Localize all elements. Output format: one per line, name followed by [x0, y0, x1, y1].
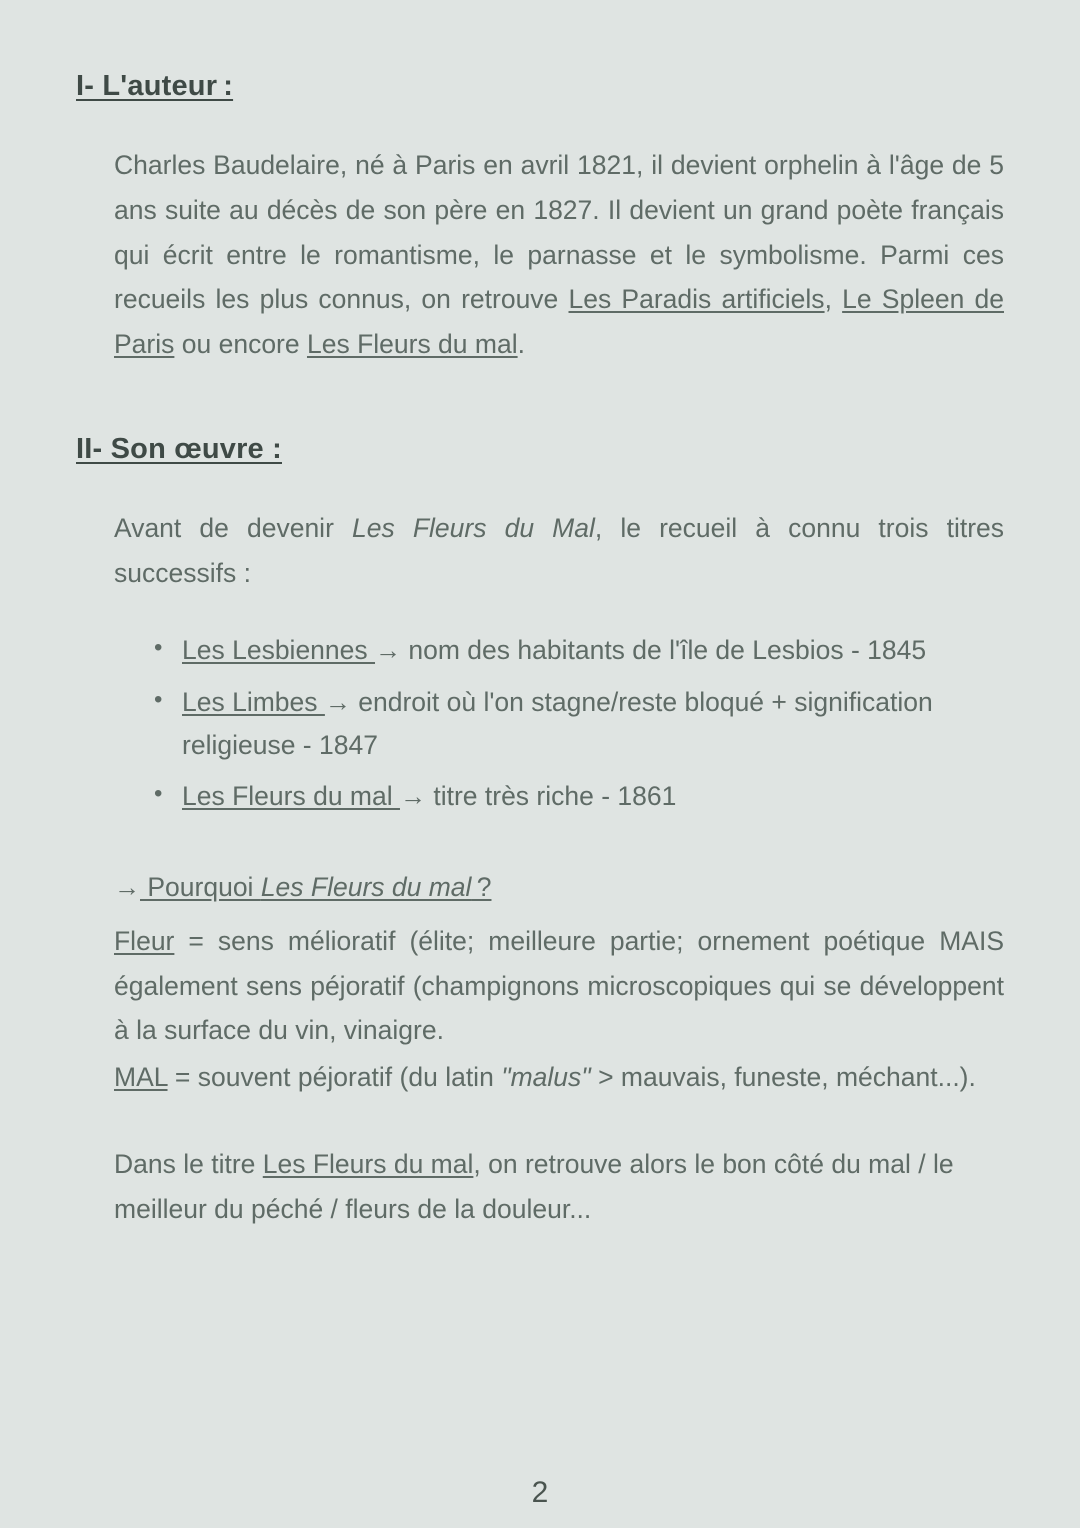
paragraph-auteur — [76, 143, 1004, 367]
work-title-fleurs-du-mal-italic: Les Fleurs du Mal — [352, 512, 595, 543]
pourquoi-work-title: Les Fleurs du mal — [260, 872, 472, 903]
mal-text-1: = souvent péjoratif (du latin — [167, 1062, 502, 1093]
keyword-mal: MAL — [114, 1062, 168, 1093]
title-fleurs-du-mal: Les Fleurs du mal — [182, 781, 400, 812]
title-limbes-gloss: endroit où l'on stagne/reste bloqué + signification religieuse - 1847 — [182, 686, 933, 760]
fleur-emphasis-mais: MAIS — [939, 925, 1004, 956]
paragraph-conclusion — [76, 1142, 1004, 1232]
arrow-icon: → — [114, 872, 140, 903]
pourquoi-text-before: Pourquoi — [140, 872, 261, 903]
work-title-fleurs-du-mal: Les Fleurs du mal — [306, 329, 518, 360]
fleur-text-2: également sens péjoratif (champignons microscopiques qui se développent à la surface du vin, vinaigre. — [114, 970, 1004, 1046]
auteur-text-2: , — [824, 284, 843, 315]
title-limbes: Les Limbes — [182, 686, 325, 717]
mal-text-2: > mauvais, funeste, méchant...). — [590, 1062, 976, 1093]
title-lesbiennes-gloss: nom des habitants de l'île de Lesbios - 1845 — [401, 635, 927, 666]
spacer — [76, 367, 1004, 433]
pourquoi-text-after: ? — [471, 872, 492, 903]
work-title-paradis-artificiels: Les Paradis artificiels — [568, 284, 825, 315]
paragraph-fleur — [76, 919, 1004, 1053]
arrow-icon: → — [399, 781, 426, 812]
paragraph-oeuvre-intro — [76, 506, 1004, 596]
section-heading-auteur: I- L'auteur : — [76, 70, 234, 102]
title-fleurs-du-mal-gloss: titre très riche - 1861 — [425, 781, 677, 812]
latin-word-malus: "malus" — [501, 1062, 591, 1093]
section-heading-oeuvre: II- Son œuvre : — [76, 432, 282, 465]
conclusion-text-2: , on retrouve alors le bon côté du mal / le meilleur du péché / fleurs de la douleur... — [114, 1148, 954, 1224]
auteur-text-3: ou encore — [174, 329, 307, 360]
oeuvre-intro-text-1: Avant de devenir — [114, 512, 353, 543]
auteur-text-1: Charles Baudelaire, né à Paris en avril 1821, il devient orphelin à l'âge de 5 ans suite au décès de son père en 1827. Il devient un grand poète français qui écrit entre le romantisme, le parnasse et le symbolisme. Parmi ces recueils les plus connus, on retrouve — [114, 150, 1004, 315]
keyword-fleur: Fleur — [114, 925, 175, 956]
work-title-spleen-de-paris: Le Spleen de Paris — [114, 284, 1004, 360]
list-item — [182, 681, 1004, 767]
list-item — [182, 629, 1004, 672]
successive-titles-list — [76, 629, 1004, 818]
arrow-icon: → — [324, 686, 351, 717]
question-pourquoi — [76, 866, 1004, 909]
fleur-text-1: = sens mélioratif (élite; meilleure partie; ornement poétique — [174, 925, 940, 956]
list-item — [182, 775, 1004, 818]
conclusion-text-1: Dans le titre — [114, 1148, 263, 1179]
arrow-icon: → — [375, 635, 402, 666]
auteur-text-4: . — [517, 329, 525, 360]
conclusion-work-title: Les Fleurs du mal — [262, 1148, 474, 1179]
page-number: 2 — [531, 1476, 549, 1509]
oeuvre-intro-text-2: , le recueil à connu trois titres successifs : — [114, 512, 1005, 588]
paragraph-mal — [76, 1055, 1004, 1100]
title-lesbiennes: Les Lesbiennes — [182, 635, 376, 666]
